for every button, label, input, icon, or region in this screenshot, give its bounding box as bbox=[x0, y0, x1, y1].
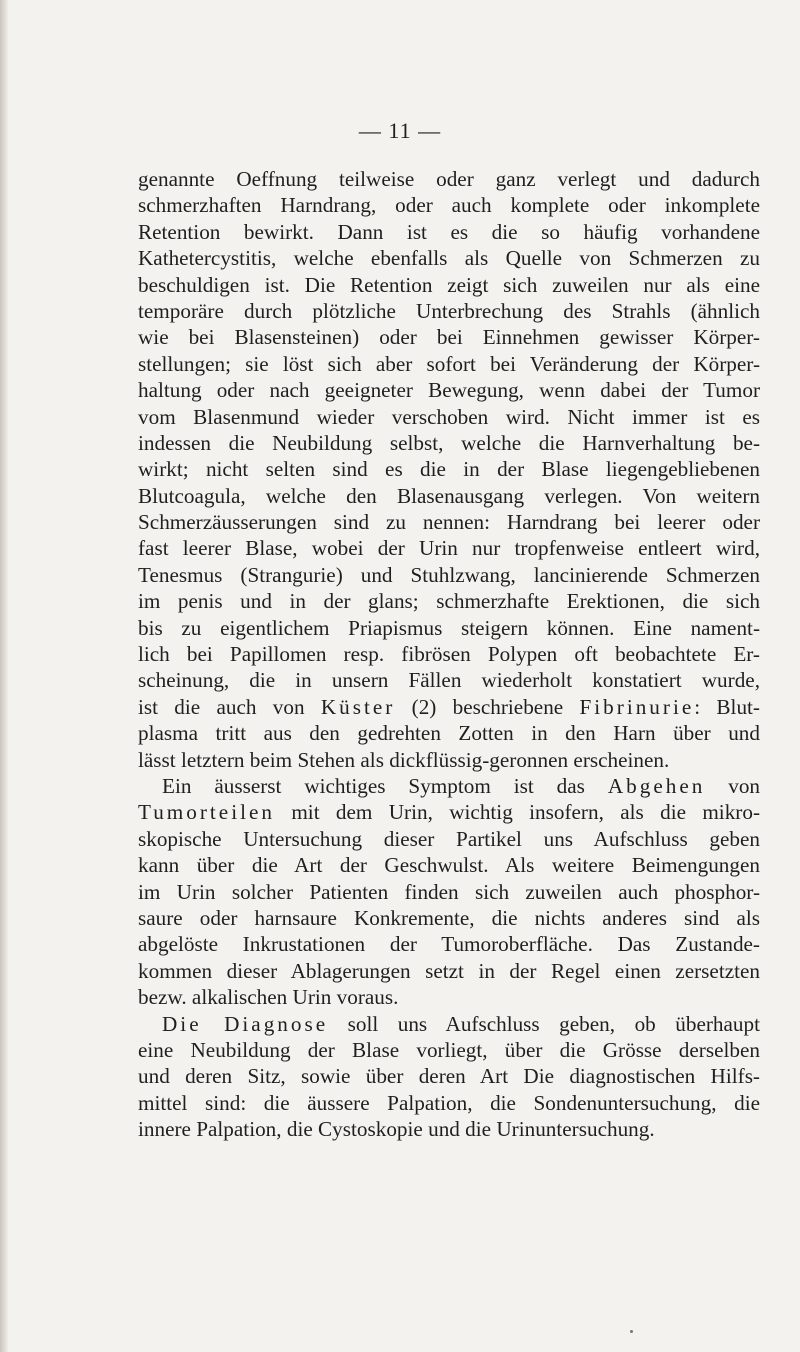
text-line bbox=[138, 1011, 760, 1037]
text-line: Kathetercystitis, welche ebenfalls als Quelle von Schmerzen zu bbox=[138, 246, 760, 271]
text-line: im penis und in der glans; schmerzhafte Erektionen, die sich bbox=[138, 589, 760, 614]
term-diagnose: Die Diagnose bbox=[162, 1011, 329, 1036]
term-abgehen: Abgehen bbox=[607, 773, 706, 798]
text-line: abgelöste Inkrustationen der Tumoroberfläche. Das Zustande- bbox=[138, 932, 760, 957]
text-segment: Ein äusserst wichtiges Symptom ist das bbox=[162, 773, 608, 798]
text-line: stellungen; sie löst sich aber sofort bei Veränderung der Körper- bbox=[138, 351, 760, 376]
text-line: bezw. alkalischen Urin voraus. bbox=[138, 985, 399, 1010]
text-line: Tenesmus (Strangurie) und Stuhlzwang, lancinierende Schmerzen bbox=[138, 562, 760, 587]
page-number: — 11 — bbox=[358, 118, 442, 143]
paper-speck bbox=[630, 1330, 633, 1333]
text-line: bis zu eigentlichem Priapismus steigern können. Eine nament- bbox=[138, 615, 760, 640]
text-line: innere Palpation, die Cystoskopie und die Urinuntersuchung. bbox=[138, 1117, 655, 1142]
text-line: Retention bewirkt. Dann ist es die so häufig vorhandene bbox=[138, 219, 760, 244]
text-line: im Urin solcher Patienten finden sich zuweilen auch phosphor- bbox=[138, 879, 760, 904]
text-line bbox=[138, 799, 760, 825]
term-tumorteilen: Tumorteilen bbox=[138, 800, 275, 825]
text-line: kann über die Art der Geschwulst. Als weitere Beimengungen bbox=[138, 853, 760, 878]
text-line: wie bei Blasensteinen) oder bei Einnehmen gewisser Körper- bbox=[138, 325, 760, 350]
text-line: saure oder harnsaure Konkremente, die nichts anderes sind als bbox=[138, 905, 760, 930]
text-segment: von bbox=[705, 773, 760, 798]
text-line bbox=[138, 773, 760, 799]
text-line: genannte Oeffnung teilweise oder ganz verlegt und dadurch bbox=[138, 167, 760, 191]
text-segment: (2) beschriebene bbox=[395, 694, 580, 719]
text-line: und deren Sitz, sowie über deren Art Die diagnostischen Hilfs- bbox=[138, 1064, 760, 1089]
text-line: plasma tritt aus den gedrehten Zotten in den Harn über und bbox=[138, 721, 760, 746]
text-segment: : Blut- bbox=[694, 694, 760, 719]
text-line: eine Neubildung der Blase vorliegt, über die Grösse derselben bbox=[138, 1037, 760, 1062]
text-line bbox=[138, 694, 760, 720]
text-line: kommen dieser Ablagerungen setzt in der Regel einen zersetzten bbox=[138, 958, 760, 983]
text-segment: mit dem Urin, wichtig insofern, als die mikro- bbox=[274, 800, 760, 825]
text-line: lich bei Papillomen resp. fibrösen Polypen oft beobachtete Er- bbox=[138, 642, 760, 667]
text-segment: ist die auch von bbox=[138, 694, 321, 719]
text-line: Blutcoagula, welche den Blasenausgang verlegen. Von weitern bbox=[138, 483, 760, 508]
text-line: haltung oder nach geeigneter Bewegung, wenn dabei der Tumor bbox=[138, 378, 760, 403]
page-edge-shadow bbox=[0, 0, 8, 1352]
author-name-kuester: Küster bbox=[320, 694, 396, 719]
text-line: schmerzhaften Harndrang, oder auch komplete oder inkomplete bbox=[138, 193, 760, 218]
text-line: scheinung, die in unsern Fällen wiederholt konstatiert wurde, bbox=[138, 668, 760, 693]
text-line: temporäre durch plötzliche Unterbrechung des Strahls (ähnlich bbox=[138, 298, 760, 323]
text-line: Schmerzäusserungen sind zu nennen: Harndrang bei leerer oder bbox=[138, 510, 760, 535]
text-line: indessen die Neubildung selbst, welche die Harnverhaltung be- bbox=[138, 430, 760, 455]
text-line: skopische Untersuchung dieser Partikel uns Aufschluss geben bbox=[138, 826, 760, 851]
text-line: vom Blasenmund wieder verschoben wird. Nicht immer ist es bbox=[138, 404, 760, 429]
term-fibrinurie: Fibrinurie bbox=[579, 694, 695, 719]
text-line: mittel sind: die äussere Palpation, die Sondenuntersuchung, die bbox=[138, 1090, 760, 1115]
text-line: wirkt; nicht selten sind es die in der Blase liegengebliebenen bbox=[138, 457, 760, 482]
text-line: fast leerer Blase, wobei der Urin nur tropfenweise entleert wird, bbox=[138, 536, 760, 561]
text-line: beschuldigen ist. Die Retention zeigt sich zuweilen nur als eine bbox=[138, 272, 760, 297]
text-segment: soll uns Aufschluss geben, ob überhaupt bbox=[328, 1011, 760, 1036]
text-line: lässt letztern beim Stehen als dickflüssig-geronnen erscheinen. bbox=[138, 747, 670, 772]
body-text bbox=[138, 166, 760, 1142]
